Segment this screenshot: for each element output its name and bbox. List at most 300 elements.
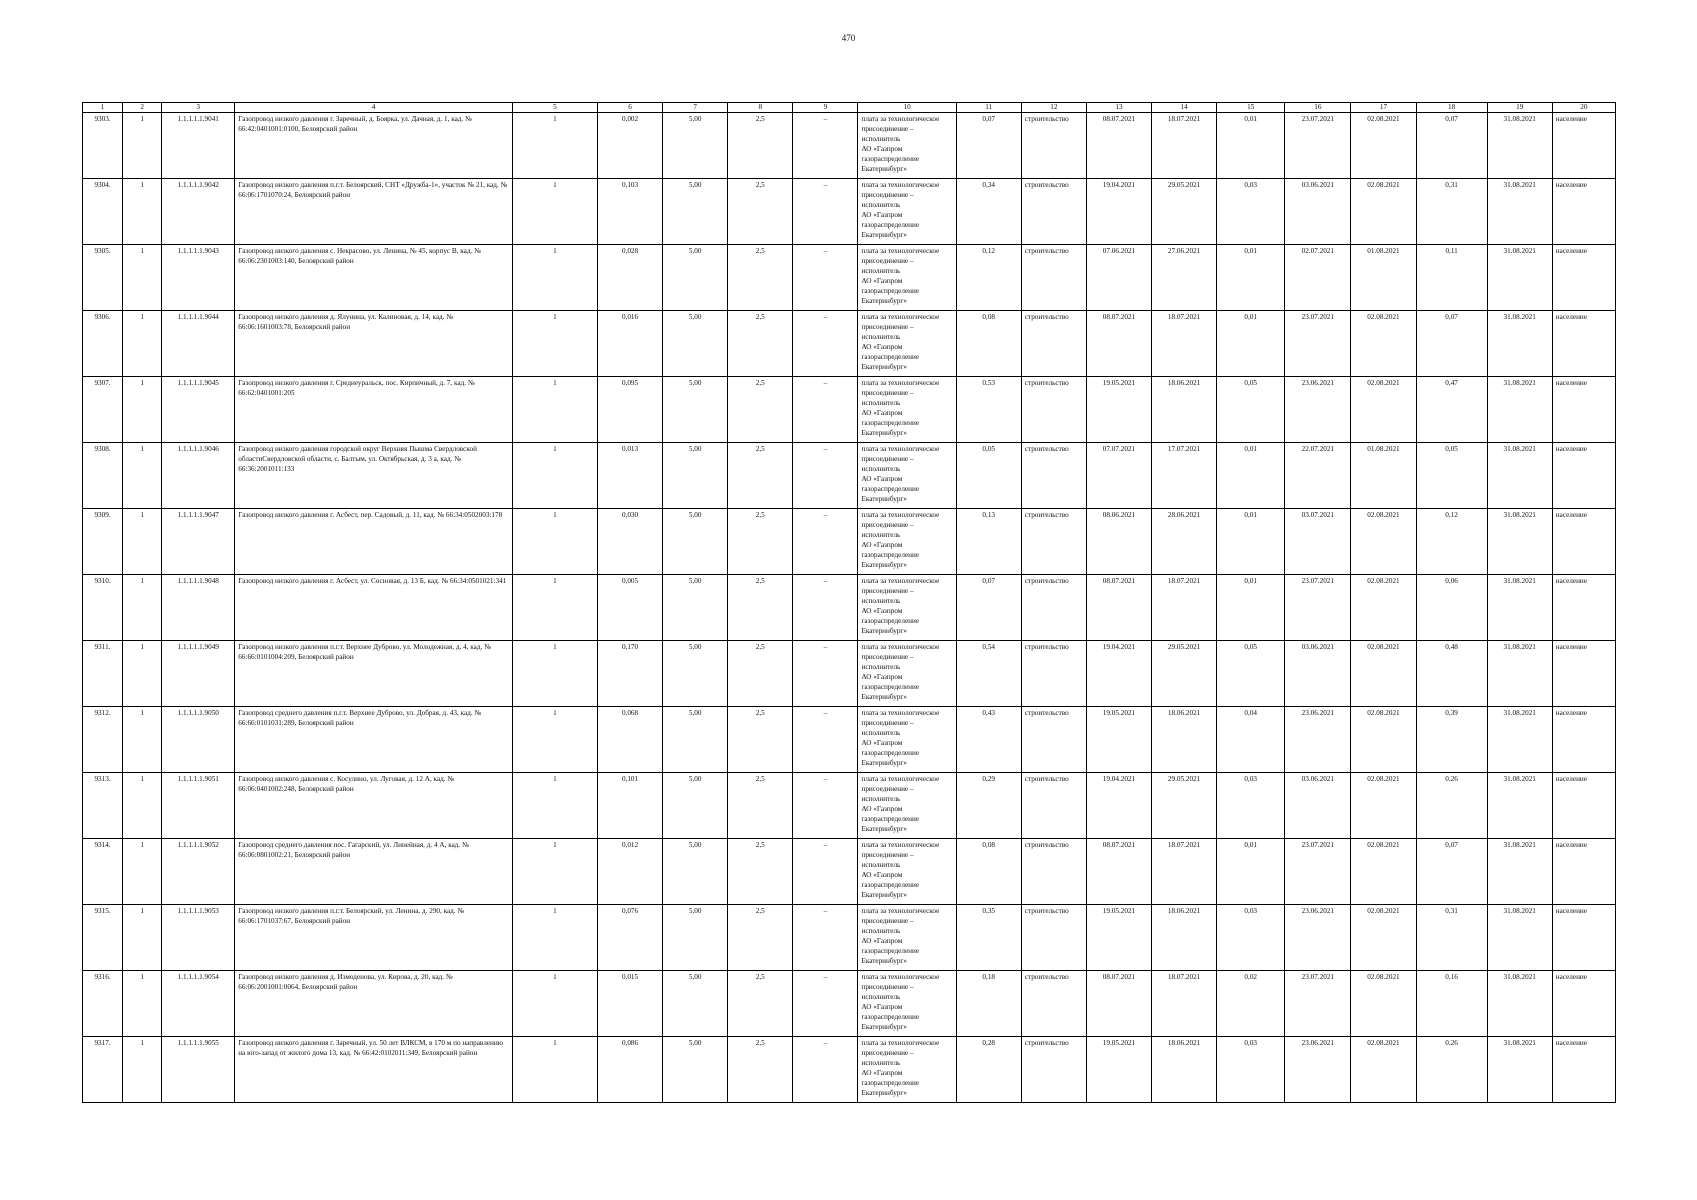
cell-col-16: 23.06.2021 bbox=[1285, 1037, 1351, 1103]
cell-col-1: 9315. bbox=[83, 905, 123, 971]
column-number-2: 2 bbox=[123, 103, 162, 113]
cell-col-18: 0,48 bbox=[1416, 641, 1487, 707]
cell-col-6: 0,170 bbox=[597, 641, 662, 707]
table-row bbox=[83, 641, 1616, 707]
cell-col-9: – bbox=[793, 773, 858, 839]
cell-col-1: 9309. bbox=[83, 509, 123, 575]
cell-col-18: 0,47 bbox=[1416, 377, 1487, 443]
cell-col-17: 02.08.2021 bbox=[1351, 707, 1416, 773]
column-number-17: 17 bbox=[1351, 103, 1416, 113]
cell-col-16: 02.07.2021 bbox=[1285, 245, 1351, 311]
cell-col-15: 0,01 bbox=[1217, 443, 1285, 509]
cell-col-15: 0,01 bbox=[1217, 575, 1285, 641]
cell-col-4: Газопровод низкого давления с. Косулино, ул. Луговая, д. 12 А, кад. № 66:06:0401002:248, Белоярский район bbox=[235, 773, 513, 839]
cell-col-2: 1 bbox=[123, 113, 162, 179]
cell-col-7: 5,00 bbox=[663, 839, 728, 905]
cell-col-5: 1 bbox=[512, 509, 597, 575]
cell-col-3: 1.1.1.1.1.9042 bbox=[162, 179, 235, 245]
cell-col-20: население bbox=[1552, 377, 1615, 443]
cell-col-2: 1 bbox=[123, 311, 162, 377]
cell-col-6: 0,030 bbox=[597, 509, 662, 575]
cell-col-8: 2,5 bbox=[728, 311, 793, 377]
cell-col-12: строительство bbox=[1021, 1037, 1086, 1103]
cell-col-19: 31.08.2021 bbox=[1487, 971, 1552, 1037]
cell-col-13: 08.07.2021 bbox=[1086, 971, 1151, 1037]
cell-col-19: 31.08.2021 bbox=[1487, 707, 1552, 773]
cell-col-7: 5,00 bbox=[663, 377, 728, 443]
cell-col-11: 0,08 bbox=[956, 839, 1021, 905]
cell-col-6: 0,095 bbox=[597, 377, 662, 443]
cell-col-16: 23.07.2021 bbox=[1285, 839, 1351, 905]
cell-col-18: 0,12 bbox=[1416, 509, 1487, 575]
cell-col-1: 9310. bbox=[83, 575, 123, 641]
cell-col-19: 31.08.2021 bbox=[1487, 1037, 1552, 1103]
cell-col-11: 0,12 bbox=[956, 245, 1021, 311]
cell-col-3: 1.1.1.1.1.9049 bbox=[162, 641, 235, 707]
cell-col-20: население bbox=[1552, 245, 1615, 311]
column-number-13: 13 bbox=[1086, 103, 1151, 113]
cell-col-10: плата за технологическое присоединение – исполнитель АО «Газпром газораспределение Екатеринбург» bbox=[858, 1037, 956, 1103]
cell-col-18: 0,39 bbox=[1416, 707, 1487, 773]
cell-col-11: 0,13 bbox=[956, 509, 1021, 575]
cell-col-19: 31.08.2021 bbox=[1487, 179, 1552, 245]
cell-col-12: строительство bbox=[1021, 905, 1086, 971]
cell-col-16: 23.06.2021 bbox=[1285, 377, 1351, 443]
cell-col-13: 19.05.2021 bbox=[1086, 1037, 1151, 1103]
cell-col-8: 2,5 bbox=[728, 245, 793, 311]
cell-col-20: население bbox=[1552, 839, 1615, 905]
cell-col-6: 0,068 bbox=[597, 707, 662, 773]
cell-col-16: 23.06.2021 bbox=[1285, 707, 1351, 773]
cell-col-13: 19.04.2021 bbox=[1086, 179, 1151, 245]
cell-col-7: 5,00 bbox=[663, 245, 728, 311]
cell-col-19: 31.08.2021 bbox=[1487, 773, 1552, 839]
cell-col-17: 02.08.2021 bbox=[1351, 311, 1416, 377]
column-number-14: 14 bbox=[1152, 103, 1217, 113]
column-number-7: 7 bbox=[663, 103, 728, 113]
cell-col-7: 5,00 bbox=[663, 179, 728, 245]
cell-col-5: 1 bbox=[512, 641, 597, 707]
cell-col-12: строительство bbox=[1021, 773, 1086, 839]
cell-col-20: население bbox=[1552, 113, 1615, 179]
cell-col-15: 0,04 bbox=[1217, 707, 1285, 773]
cell-col-5: 1 bbox=[512, 839, 597, 905]
column-number-15: 15 bbox=[1217, 103, 1285, 113]
cell-col-2: 1 bbox=[123, 1037, 162, 1103]
cell-col-14: 18.06.2021 bbox=[1152, 905, 1217, 971]
cell-col-9: – bbox=[793, 179, 858, 245]
cell-col-13: 19.05.2021 bbox=[1086, 905, 1151, 971]
cell-col-18: 0,05 bbox=[1416, 443, 1487, 509]
cell-col-20: население bbox=[1552, 707, 1615, 773]
cell-col-8: 2,5 bbox=[728, 509, 793, 575]
table-row bbox=[83, 575, 1616, 641]
cell-col-17: 02.08.2021 bbox=[1351, 509, 1416, 575]
cell-col-5: 1 bbox=[512, 113, 597, 179]
cell-col-14: 29.05.2021 bbox=[1152, 179, 1217, 245]
column-number-19: 19 bbox=[1487, 103, 1552, 113]
cell-col-5: 1 bbox=[512, 905, 597, 971]
cell-col-8: 2,5 bbox=[728, 443, 793, 509]
cell-col-14: 17.07.2021 bbox=[1152, 443, 1217, 509]
cell-col-5: 1 bbox=[512, 245, 597, 311]
cell-col-7: 5,00 bbox=[663, 641, 728, 707]
cell-col-8: 2,5 bbox=[728, 839, 793, 905]
cell-col-10: плата за технологическое присоединение – исполнитель АО «Газпром газораспределение Екатеринбург» bbox=[858, 641, 956, 707]
cell-col-6: 0,103 bbox=[597, 179, 662, 245]
cell-col-4: Газопровод низкого давления п.г.т. Белоярский, ул. Ленина, д. 290, кад. № 66:06:1701037:67, Белоярский район bbox=[235, 905, 513, 971]
cell-col-15: 0,01 bbox=[1217, 113, 1285, 179]
cell-col-16: 03.06.2021 bbox=[1285, 641, 1351, 707]
cell-col-18: 0,26 bbox=[1416, 773, 1487, 839]
cell-col-9: – bbox=[793, 575, 858, 641]
cell-col-9: – bbox=[793, 707, 858, 773]
page-number: 470 bbox=[841, 33, 856, 43]
cell-col-17: 02.08.2021 bbox=[1351, 905, 1416, 971]
table-row bbox=[83, 971, 1616, 1037]
cell-col-8: 2,5 bbox=[728, 179, 793, 245]
cell-col-19: 31.08.2021 bbox=[1487, 311, 1552, 377]
cell-col-5: 1 bbox=[512, 707, 597, 773]
cell-col-11: 0,07 bbox=[956, 575, 1021, 641]
cell-col-20: население bbox=[1552, 575, 1615, 641]
cell-col-7: 5,00 bbox=[663, 113, 728, 179]
cell-col-6: 0,013 bbox=[597, 443, 662, 509]
cell-col-8: 2,5 bbox=[728, 377, 793, 443]
cell-col-14: 29.05.2021 bbox=[1152, 641, 1217, 707]
cell-col-1: 9316. bbox=[83, 971, 123, 1037]
cell-col-4: Газопровод низкого давления п.г.т. Белоярский, СНТ «Дружба-1», участок № 21, кад. № 66:06:1701070:24, Белоярский район bbox=[235, 179, 513, 245]
cell-col-13: 07.06.2021 bbox=[1086, 245, 1151, 311]
table-body bbox=[83, 113, 1616, 1103]
cell-col-10: плата за технологическое присоединение – исполнитель АО «Газпром газораспределение Екатеринбург» bbox=[858, 113, 956, 179]
cell-col-8: 2,5 bbox=[728, 113, 793, 179]
cell-col-7: 5,00 bbox=[663, 1037, 728, 1103]
cell-col-2: 1 bbox=[123, 641, 162, 707]
cell-col-14: 29.05.2021 bbox=[1152, 773, 1217, 839]
table-row bbox=[83, 311, 1616, 377]
cell-col-11: 0,54 bbox=[956, 641, 1021, 707]
cell-col-20: население bbox=[1552, 773, 1615, 839]
cell-col-19: 31.08.2021 bbox=[1487, 575, 1552, 641]
cell-col-2: 1 bbox=[123, 245, 162, 311]
cell-col-20: население bbox=[1552, 509, 1615, 575]
cell-col-1: 9314. bbox=[83, 839, 123, 905]
cell-col-8: 2,5 bbox=[728, 971, 793, 1037]
cell-col-10: плата за технологическое присоединение – исполнитель АО «Газпром газораспределение Екатеринбург» bbox=[858, 575, 956, 641]
cell-col-18: 0,11 bbox=[1416, 245, 1487, 311]
cell-col-8: 2,5 bbox=[728, 905, 793, 971]
cell-col-15: 0,02 bbox=[1217, 971, 1285, 1037]
cell-col-9: – bbox=[793, 443, 858, 509]
cell-col-15: 0,05 bbox=[1217, 377, 1285, 443]
cell-col-8: 2,5 bbox=[728, 1037, 793, 1103]
cell-col-15: 0,03 bbox=[1217, 905, 1285, 971]
cell-col-4: Газопровод низкого давления городской округ Верхняя Пышма Свердловской областиСвердловской области, с. Балтым, ул. Октябрьская, д. 3 а, кад. № 66:36:2001011:133 bbox=[235, 443, 513, 509]
cell-col-5: 1 bbox=[512, 575, 597, 641]
cell-col-17: 01.08.2021 bbox=[1351, 245, 1416, 311]
cell-col-4: Газопровод низкого давления п.г.т. Верхнее Дуброво, ул. Молодежная, д. 4, кад. № 66:66:0101004:209, Белоярский район bbox=[235, 641, 513, 707]
cell-col-12: строительство bbox=[1021, 509, 1086, 575]
cell-col-9: – bbox=[793, 113, 858, 179]
cell-col-19: 31.08.2021 bbox=[1487, 245, 1552, 311]
cell-col-13: 19.05.2021 bbox=[1086, 377, 1151, 443]
cell-col-19: 31.08.2021 bbox=[1487, 113, 1552, 179]
cell-col-5: 1 bbox=[512, 443, 597, 509]
cell-col-8: 2,5 bbox=[728, 641, 793, 707]
cell-col-17: 02.08.2021 bbox=[1351, 1037, 1416, 1103]
cell-col-1: 9317. bbox=[83, 1037, 123, 1103]
cell-col-18: 0,07 bbox=[1416, 113, 1487, 179]
cell-col-14: 18.07.2021 bbox=[1152, 575, 1217, 641]
cell-col-17: 01.08.2021 bbox=[1351, 443, 1416, 509]
table-row bbox=[83, 179, 1616, 245]
cell-col-14: 18.06.2021 bbox=[1152, 1037, 1217, 1103]
cell-col-7: 5,00 bbox=[663, 509, 728, 575]
cell-col-2: 1 bbox=[123, 179, 162, 245]
cell-col-12: строительство bbox=[1021, 707, 1086, 773]
cell-col-6: 0,016 bbox=[597, 311, 662, 377]
cell-col-10: плата за технологическое присоединение – исполнитель АО «Газпром газораспределение Екатеринбург» bbox=[858, 971, 956, 1037]
cell-col-19: 31.08.2021 bbox=[1487, 839, 1552, 905]
cell-col-15: 0,01 bbox=[1217, 839, 1285, 905]
cell-col-12: строительство bbox=[1021, 377, 1086, 443]
cell-col-14: 18.07.2021 bbox=[1152, 311, 1217, 377]
cell-col-7: 5,00 bbox=[663, 311, 728, 377]
cell-col-10: плата за технологическое присоединение – исполнитель АО «Газпром газораспределение Екатеринбург» bbox=[858, 839, 956, 905]
column-number-11: 11 bbox=[956, 103, 1021, 113]
cell-col-16: 22.07.2021 bbox=[1285, 443, 1351, 509]
cell-col-3: 1.1.1.1.1.9043 bbox=[162, 245, 235, 311]
cell-col-4: Газопровод низкого давления с. Некрасово, ул. Ленина, № 45, корпус В, кад. № 66:06:2301003:140, Белоярский район bbox=[235, 245, 513, 311]
table-row bbox=[83, 113, 1616, 179]
cell-col-8: 2,5 bbox=[728, 575, 793, 641]
cell-col-1: 9312. bbox=[83, 707, 123, 773]
column-number-8: 8 bbox=[728, 103, 793, 113]
cell-col-1: 9305. bbox=[83, 245, 123, 311]
cell-col-4: Газопровод низкого давления д. Измоденова, ул. Кирова, д. 20, кад. № 66:06:2001001:0064, Белоярский район bbox=[235, 971, 513, 1037]
cell-col-20: население bbox=[1552, 971, 1615, 1037]
column-number-3: 3 bbox=[162, 103, 235, 113]
table-row bbox=[83, 509, 1616, 575]
cell-col-13: 19.04.2021 bbox=[1086, 773, 1151, 839]
cell-col-17: 02.08.2021 bbox=[1351, 839, 1416, 905]
cell-col-15: 0,01 bbox=[1217, 245, 1285, 311]
cell-col-15: 0,05 bbox=[1217, 641, 1285, 707]
cell-col-11: 0,34 bbox=[956, 179, 1021, 245]
cell-col-20: население bbox=[1552, 311, 1615, 377]
cell-col-13: 08.07.2021 bbox=[1086, 575, 1151, 641]
cell-col-11: 0,53 bbox=[956, 377, 1021, 443]
cell-col-13: 08.07.2021 bbox=[1086, 839, 1151, 905]
table-row bbox=[83, 443, 1616, 509]
table-row bbox=[83, 773, 1616, 839]
column-number-row bbox=[83, 103, 1616, 113]
cell-col-8: 2,5 bbox=[728, 773, 793, 839]
cell-col-4: Газопровод низкого давления г. Асбест, ул. Сосновая, д. 13 Б, кад. № 66:34:0501021:341 bbox=[235, 575, 513, 641]
cell-col-7: 5,00 bbox=[663, 707, 728, 773]
cell-col-12: строительство bbox=[1021, 575, 1086, 641]
cell-col-16: 03.07.2021 bbox=[1285, 509, 1351, 575]
cell-col-3: 1.1.1.1.1.9041 bbox=[162, 113, 235, 179]
cell-col-11: 0,28 bbox=[956, 1037, 1021, 1103]
cell-col-5: 1 bbox=[512, 311, 597, 377]
cell-col-11: 0,35 bbox=[956, 905, 1021, 971]
column-number-5: 5 bbox=[512, 103, 597, 113]
cell-col-1: 9303. bbox=[83, 113, 123, 179]
cell-col-18: 0,07 bbox=[1416, 311, 1487, 377]
table-row bbox=[83, 707, 1616, 773]
cell-col-12: строительство bbox=[1021, 443, 1086, 509]
cell-col-10: плата за технологическое присоединение – исполнитель АО «Газпром газораспределение Екатеринбург» bbox=[858, 905, 956, 971]
investment-program-table bbox=[82, 102, 1616, 1103]
cell-col-11: 0,08 bbox=[956, 311, 1021, 377]
cell-col-16: 23.07.2021 bbox=[1285, 113, 1351, 179]
cell-col-5: 1 bbox=[512, 1037, 597, 1103]
cell-col-5: 1 bbox=[512, 773, 597, 839]
table-row bbox=[83, 839, 1616, 905]
cell-col-15: 0,01 bbox=[1217, 509, 1285, 575]
cell-col-12: строительство bbox=[1021, 311, 1086, 377]
cell-col-19: 31.08.2021 bbox=[1487, 509, 1552, 575]
cell-col-15: 0,03 bbox=[1217, 1037, 1285, 1103]
cell-col-16: 23.07.2021 bbox=[1285, 971, 1351, 1037]
cell-col-11: 0,29 bbox=[956, 773, 1021, 839]
cell-col-17: 02.08.2021 bbox=[1351, 179, 1416, 245]
cell-col-6: 0,015 bbox=[597, 971, 662, 1037]
column-number-9: 9 bbox=[793, 103, 858, 113]
column-number-6: 6 bbox=[597, 103, 662, 113]
cell-col-16: 23.06.2021 bbox=[1285, 905, 1351, 971]
cell-col-14: 27.06.2021 bbox=[1152, 245, 1217, 311]
cell-col-19: 31.08.2021 bbox=[1487, 641, 1552, 707]
cell-col-18: 0,31 bbox=[1416, 179, 1487, 245]
cell-col-12: строительство bbox=[1021, 971, 1086, 1037]
cell-col-7: 5,00 bbox=[663, 773, 728, 839]
cell-col-2: 1 bbox=[123, 707, 162, 773]
cell-col-2: 1 bbox=[123, 905, 162, 971]
cell-col-6: 0,002 bbox=[597, 113, 662, 179]
cell-col-3: 1.1.1.1.1.9052 bbox=[162, 839, 235, 905]
cell-col-9: – bbox=[793, 641, 858, 707]
cell-col-9: – bbox=[793, 311, 858, 377]
cell-col-2: 1 bbox=[123, 377, 162, 443]
cell-col-16: 03.06.2021 bbox=[1285, 773, 1351, 839]
table-row bbox=[83, 905, 1616, 971]
cell-col-4: Газопровод низкого давления д. Ялунина, ул. Калиновая, д. 14, кад. № 66:06:1601003:78, Белоярский район bbox=[235, 311, 513, 377]
cell-col-15: 0,03 bbox=[1217, 179, 1285, 245]
cell-col-15: 0,03 bbox=[1217, 773, 1285, 839]
cell-col-3: 1.1.1.1.1.9055 bbox=[162, 1037, 235, 1103]
cell-col-20: население bbox=[1552, 1037, 1615, 1103]
cell-col-14: 28.06.2021 bbox=[1152, 509, 1217, 575]
cell-col-20: население bbox=[1552, 179, 1615, 245]
cell-col-6: 0,076 bbox=[597, 905, 662, 971]
cell-col-12: строительство bbox=[1021, 179, 1086, 245]
cell-col-9: – bbox=[793, 839, 858, 905]
cell-col-17: 02.08.2021 bbox=[1351, 773, 1416, 839]
cell-col-3: 1.1.1.1.1.9051 bbox=[162, 773, 235, 839]
cell-col-9: – bbox=[793, 971, 858, 1037]
cell-col-10: плата за технологическое присоединение – исполнитель АО «Газпром газораспределение Екатеринбург» bbox=[858, 773, 956, 839]
cell-col-18: 0,31 bbox=[1416, 905, 1487, 971]
cell-col-18: 0,06 bbox=[1416, 575, 1487, 641]
cell-col-4: Газопровод низкого давления г. Среднеуральск, пос. Кирпичный, д. 7, кад. № 66:62:0401001:205 bbox=[235, 377, 513, 443]
cell-col-20: население bbox=[1552, 641, 1615, 707]
cell-col-12: строительство bbox=[1021, 113, 1086, 179]
cell-col-14: 18.06.2021 bbox=[1152, 377, 1217, 443]
cell-col-13: 08.06.2021 bbox=[1086, 509, 1151, 575]
column-number-20: 20 bbox=[1552, 103, 1615, 113]
cell-col-14: 18.07.2021 bbox=[1152, 113, 1217, 179]
cell-col-17: 02.08.2021 bbox=[1351, 575, 1416, 641]
cell-col-3: 1.1.1.1.1.9044 bbox=[162, 311, 235, 377]
table-row bbox=[83, 1037, 1616, 1103]
cell-col-8: 2,5 bbox=[728, 707, 793, 773]
cell-col-2: 1 bbox=[123, 575, 162, 641]
cell-col-20: население bbox=[1552, 905, 1615, 971]
cell-col-16: 23.07.2021 bbox=[1285, 311, 1351, 377]
cell-col-19: 31.08.2021 bbox=[1487, 905, 1552, 971]
cell-col-12: строительство bbox=[1021, 245, 1086, 311]
cell-col-13: 19.04.2021 bbox=[1086, 641, 1151, 707]
cell-col-14: 18.07.2021 bbox=[1152, 839, 1217, 905]
cell-col-9: – bbox=[793, 905, 858, 971]
cell-col-17: 02.08.2021 bbox=[1351, 971, 1416, 1037]
cell-col-16: 23.07.2021 bbox=[1285, 575, 1351, 641]
cell-col-5: 1 bbox=[512, 377, 597, 443]
cell-col-6: 0,101 bbox=[597, 773, 662, 839]
cell-col-12: строительство bbox=[1021, 839, 1086, 905]
cell-col-3: 1.1.1.1.1.9053 bbox=[162, 905, 235, 971]
cell-col-19: 31.08.2021 bbox=[1487, 443, 1552, 509]
cell-col-6: 0,028 bbox=[597, 245, 662, 311]
cell-col-12: строительство bbox=[1021, 641, 1086, 707]
column-number-4: 4 bbox=[235, 103, 513, 113]
cell-col-2: 1 bbox=[123, 773, 162, 839]
column-number-10: 10 bbox=[858, 103, 956, 113]
cell-col-1: 9304. bbox=[83, 179, 123, 245]
cell-col-3: 1.1.1.1.1.9050 bbox=[162, 707, 235, 773]
cell-col-20: население bbox=[1552, 443, 1615, 509]
cell-col-11: 0,18 bbox=[956, 971, 1021, 1037]
cell-col-9: – bbox=[793, 377, 858, 443]
cell-col-2: 1 bbox=[123, 971, 162, 1037]
cell-col-13: 08.07.2021 bbox=[1086, 113, 1151, 179]
column-number-12: 12 bbox=[1021, 103, 1086, 113]
cell-col-4: Газопровод низкого давления г. Заречный, ул. 50 лет ВЛКСМ, в 170 м по направлению на юго-запад от жилого дома 13, кад. № 66:42:0102011:349, Белоярский район bbox=[235, 1037, 513, 1103]
cell-col-5: 1 bbox=[512, 971, 597, 1037]
cell-col-2: 1 bbox=[123, 443, 162, 509]
cell-col-1: 9307. bbox=[83, 377, 123, 443]
cell-col-6: 0,086 bbox=[597, 1037, 662, 1103]
cell-col-18: 0,26 bbox=[1416, 1037, 1487, 1103]
column-number-18: 18 bbox=[1416, 103, 1487, 113]
cell-col-3: 1.1.1.1.1.9054 bbox=[162, 971, 235, 1037]
cell-col-13: 07.07.2021 bbox=[1086, 443, 1151, 509]
cell-col-6: 0,005 bbox=[597, 575, 662, 641]
cell-col-10: плата за технологическое присоединение – исполнитель АО «Газпром газораспределение Екатеринбург» bbox=[858, 377, 956, 443]
cell-col-1: 9313. bbox=[83, 773, 123, 839]
cell-col-18: 0,16 bbox=[1416, 971, 1487, 1037]
cell-col-11: 0,05 bbox=[956, 443, 1021, 509]
cell-col-17: 02.08.2021 bbox=[1351, 641, 1416, 707]
cell-col-3: 1.1.1.1.1.9046 bbox=[162, 443, 235, 509]
table-row bbox=[83, 245, 1616, 311]
column-number-16: 16 bbox=[1285, 103, 1351, 113]
cell-col-3: 1.1.1.1.1.9045 bbox=[162, 377, 235, 443]
cell-col-4: Газопровод среднего давления пос. Гагарский, ул. Линейная, д. 4 А, кад. № 66:06:0801002:21, Белоярский район bbox=[235, 839, 513, 905]
